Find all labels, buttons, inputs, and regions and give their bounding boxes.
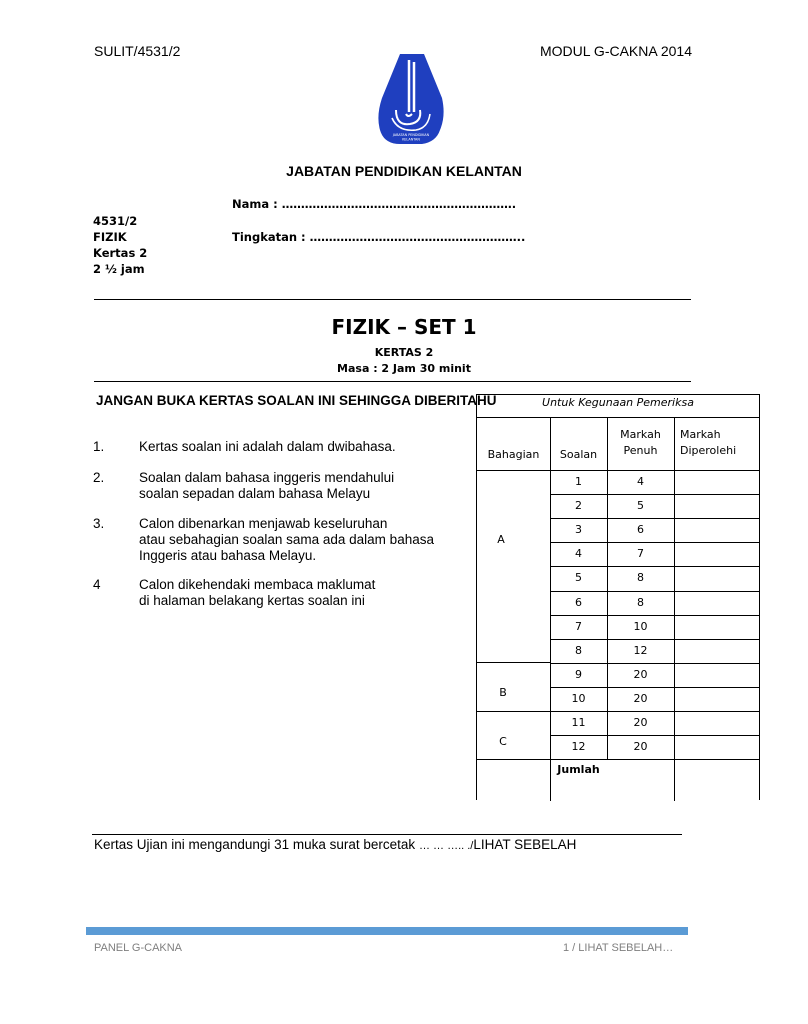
obtained-marks-cell[interactable]	[674, 542, 759, 566]
question-number: 1	[575, 475, 582, 488]
instruction-line: Calon dibenarkan menjawab keseluruhan	[139, 516, 388, 531]
logo-caption-2: KELANTAN	[402, 137, 420, 142]
full-marks: 7	[637, 547, 644, 561]
instruction-number: 4	[93, 577, 101, 592]
page-note-text: Kertas Ujian ini mengandungi 31 muka surat bercetak	[94, 837, 416, 852]
paper-time: Masa : 2 Jam 30 minit	[337, 362, 471, 375]
full-marks: 20	[633, 716, 648, 729]
section-c: C	[499, 735, 507, 748]
instruction-3	[93, 516, 443, 564]
crest-logo	[376, 52, 446, 146]
header-question: Soalan	[559, 448, 598, 461]
obtained-marks-cell[interactable]	[674, 735, 759, 759]
paper-title: FIZIK – SET 1	[331, 315, 477, 339]
obtained-marks-cell[interactable]	[674, 687, 759, 711]
header-full-marks-1: Markah	[620, 428, 661, 441]
question-number: 6	[575, 595, 582, 609]
instruction-line: di halaman belakang kertas soalan ini	[139, 593, 365, 608]
row-divider	[550, 663, 759, 664]
header-obtained-2: Diperolehi	[680, 444, 737, 457]
instruction-2	[93, 470, 443, 502]
instruction-number: 2.	[93, 470, 105, 485]
instruction-line: Kertas soalan ini adalah dalam dwibahasa.	[139, 439, 396, 454]
instruction-line: Soalan dalam bahasa inggeris mendahului	[139, 470, 395, 485]
question-number: 2	[575, 499, 582, 513]
header-left: SULIT/4531/2	[94, 43, 181, 59]
paper-number: Kertas 2	[93, 246, 148, 260]
class-field[interactable]: Tingkatan : ………………………………………………..	[232, 230, 526, 244]
header-section: Bahagian	[487, 448, 540, 461]
full-marks: 6	[637, 523, 644, 537]
full-marks: 10	[633, 619, 648, 633]
warning-text: JANGAN BUKA KERTAS SOALAN INI SEHINGGA DIBERITAHU	[96, 393, 497, 408]
obtained-marks-cell[interactable]	[674, 663, 759, 687]
footer-left: PANEL G-CAKNA	[94, 942, 183, 954]
question-number: 8	[575, 643, 582, 657]
logo-caption-1: JABATAN PENDIDIKAN	[392, 133, 430, 137]
row-divider	[550, 615, 759, 616]
page-note-dots: … … ….. ./	[418, 840, 474, 852]
section-a: A	[497, 533, 505, 546]
name-field[interactable]: Nama : …………………………………………………….	[232, 197, 517, 211]
divider-bottom	[92, 834, 682, 835]
instruction-line: Calon dikehendaki membaca maklumat	[139, 577, 376, 592]
paper-subject: FIZIK	[93, 230, 127, 244]
divider-top	[94, 299, 691, 300]
header-full-marks-2: Penuh	[623, 444, 658, 457]
obtained-marks-cell[interactable]	[674, 711, 759, 735]
question-number: 10	[571, 691, 586, 705]
divider-middle	[94, 381, 691, 382]
footer-right: 1 / LIHAT SEBELAH…	[563, 942, 674, 954]
instruction-line: Inggeris atau bahasa Melayu.	[139, 548, 317, 563]
row-divider	[550, 494, 759, 495]
paper-duration: 2 ½ jam	[93, 262, 145, 276]
full-marks: 4	[637, 475, 644, 488]
row-divider	[550, 518, 759, 519]
row-divider	[550, 566, 759, 567]
obtained-marks-cell[interactable]	[674, 494, 759, 518]
table-total-label: Jumlah	[557, 763, 600, 776]
obtained-marks-cell[interactable]	[674, 470, 759, 494]
row-divider	[550, 687, 759, 688]
full-marks: 8	[637, 595, 644, 609]
question-number: 12	[571, 740, 586, 754]
question-number: 11	[571, 716, 586, 729]
instruction-1	[93, 439, 443, 455]
question-number: 4	[575, 547, 582, 561]
full-marks: 5	[637, 499, 644, 513]
full-marks: 12	[633, 643, 648, 657]
instruction-line: soalan sepadan dalam bahasa Melayu	[139, 486, 371, 501]
instruction-line: atau sebahagian soalan sama ada dalam bahasa	[139, 532, 434, 547]
row-divider	[550, 735, 759, 736]
full-marks: 20	[633, 667, 648, 681]
crest-icon	[376, 52, 446, 146]
obtained-marks-cell[interactable]	[674, 566, 759, 590]
header-obtained-1: Markah	[680, 428, 721, 441]
question-number: 9	[575, 667, 582, 681]
table-caption: Untuk Kegunaan Pemeriksa	[542, 396, 694, 409]
question-number: 3	[575, 523, 582, 537]
instruction-4	[93, 577, 443, 609]
obtained-marks-cell[interactable]	[674, 518, 759, 542]
paper-subtitle: KERTAS 2	[374, 346, 434, 359]
question-number: 5	[575, 571, 582, 585]
row-divider	[550, 711, 759, 712]
examiner-table	[476, 394, 760, 800]
department-title: JABATAN PENDIDIKAN KELANTAN	[286, 163, 522, 179]
header-right: MODUL G-CAKNA 2014	[540, 43, 692, 59]
row-divider	[550, 591, 759, 592]
full-marks: 20	[633, 691, 648, 705]
obtained-marks-cell[interactable]	[674, 615, 759, 639]
obtained-marks-cell[interactable]	[674, 591, 759, 615]
total-marks-cell[interactable]	[674, 763, 759, 801]
page-note	[94, 837, 576, 852]
page-note-end: LIHAT SEBELAH	[473, 837, 577, 852]
row-divider	[550, 542, 759, 543]
instruction-number: 3.	[93, 516, 105, 531]
full-marks: 20	[633, 740, 648, 754]
full-marks: 8	[637, 571, 644, 585]
section-b: B	[499, 686, 507, 699]
footer-bar	[86, 927, 688, 935]
instruction-number: 1.	[93, 439, 105, 454]
question-number: 7	[575, 619, 582, 633]
paper-code: 4531/2	[93, 214, 138, 228]
row-divider	[550, 639, 759, 640]
obtained-marks-cell[interactable]	[674, 639, 759, 663]
